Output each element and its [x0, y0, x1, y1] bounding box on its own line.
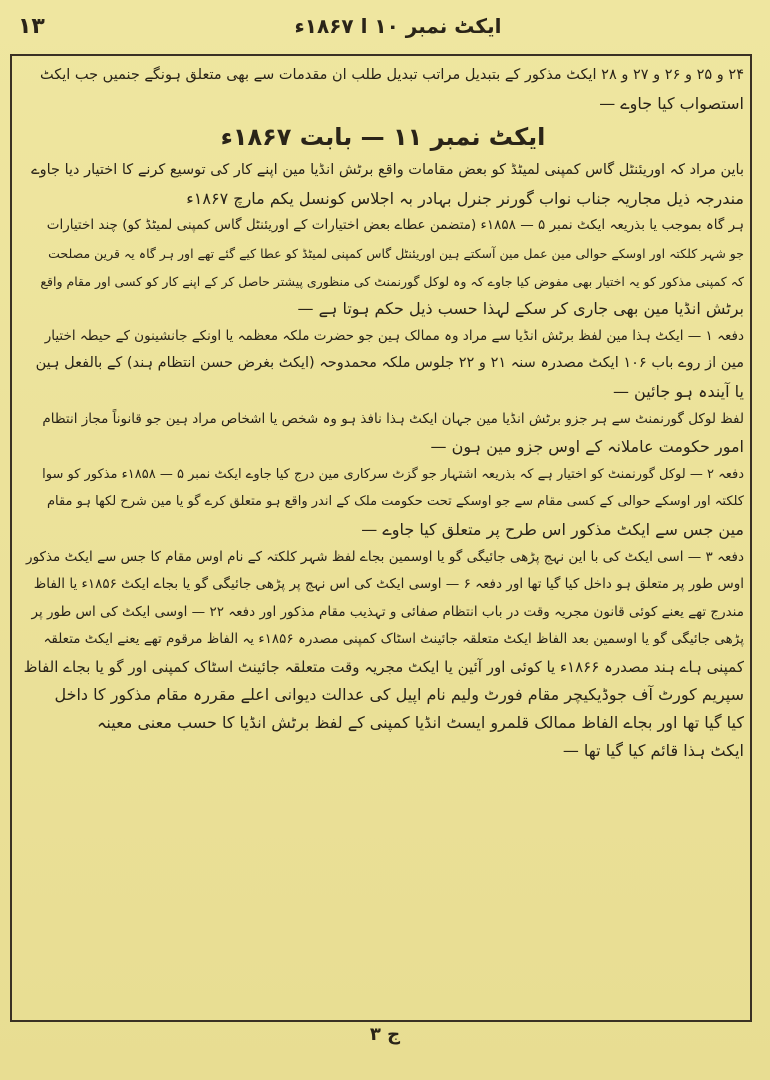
- text-line: مندرج تھے یعنے کوئی قانون مجریہ وقت در باب انتظام صفائی و تہذیب مقام مذکور اور دفعہ ۲۲ — اوسی ایکٹ کی اس طور پر: [31, 603, 744, 620]
- text-line: مین از روے باب ۱۰۶ ایکٹ مصدرہ سنہ ۲۱ و ۲۲ جلوس ملکہ محمدوحہ (ایکٹ بغرض حسن انتظام ہند) کے بالفعل ہین: [35, 355, 744, 372]
- text-line: ہر گاہ بموجب یا بذریعہ ایکٹ نمبر ۵ — ۱۸۵۸ء (متضمن عطاے بعض اختیارات کے اوریئنٹل گاس کمپنی لمیٹڈ کو) چند اختیارات: [46, 217, 744, 234]
- text-line: دفعہ ۳ — اسی ایکٹ کی با این نہج پڑھی جائیگی گو یا اوسمین بجاے لفظ شہر کلکتہ کے نام اوس مقام کا جس سے ایکٹ مذکور: [26, 548, 744, 565]
- text-line: امور حکومت عاملانہ کے اوس جزو مین ہون —: [430, 437, 744, 457]
- text-line: ایکٹ ہذا قائم کیا گیا تھا —: [562, 740, 744, 760]
- text-line: لفظ لوکل گورنمنٹ سے ہر جزو برٹش انڈیا مین جہان ایکٹ ہذا نافذ ہو وہ شخص یا اشخاص مراد ہین جو قانوناً مجاز انتظام: [42, 410, 744, 427]
- text-line: باین مراد کہ اوریئنٹل گاس کمپنی لمیٹڈ کو بعض مقامات واقع برٹش انڈیا مین اپنے کار کی توسیع کرنے کا اختیار دیا جاوے: [31, 162, 744, 179]
- text-line: برٹش انڈیا مین بھی جاری کر سکے لہذا حسب ذیل حکم ہوتا ہے —: [297, 299, 744, 319]
- text-line: استصواب کیا جاوے —: [599, 93, 744, 113]
- text-line: یا آیندہ ہو جائین —: [612, 381, 744, 401]
- text-line: کہ کمپنی مذکور کو یہ اختیار بھی مفوض کیا جاوے کہ وہ لوکل گورنمنٹ کی منظوری پیشتر حاصل کر کے اپنے کار کو کسی اور مقام واقع: [40, 273, 744, 289]
- printer-signature: ج ۳: [369, 1024, 401, 1045]
- text-line: ۲۴ و ۲۵ و ۲۶ و ۲۷ و ۲۸ ایکٹ مذکور کے بتبدیل مراتب تبدیل طلب ان مقدمات سے بھی متعلق ہونگے جنمیں جب ایکٹ: [39, 67, 744, 83]
- page-number: ۱۳: [18, 14, 45, 39]
- text-line: کمپنی ہاے ہند مصدرہ ۱۸۶۶ء یا کوئی اور آئین یا ایکٹ مجریہ وقت متعلقہ جائینٹ اسٹاک کمپنی اور گو یا بجاے الفاظ: [23, 657, 744, 676]
- running-head: ایکٹ نمبر ۱۰ ا ۱۸۶۷ء: [294, 14, 502, 38]
- text-line: جو شہر کلکتہ اور اوسکے حوالی مین عمل مین آسکتے ہین اوریئنٹل گاس کمپنی لمیٹڈ کو عطا کیے گئے تھے اور ہر گاہ یہ قرین مصلحت: [48, 245, 744, 261]
- text-line: پڑھی جائیگی گو یا اوسمین بعد الفاظ ایکٹ متعلقہ جائینٹ اسٹاک کمپنی مصدرہ ۱۸۵۶ء یہ الفاظ مرقوم تھے یعنے ایکٹ متعلقہ: [43, 631, 744, 648]
- text-line: سپریم کورٹ آف جوڈیکیچر مقام فورٹ ولیم نام اپیل کی عدالت دیوانی اعلے مقررہ مقام مذکور کا داخل: [54, 685, 744, 705]
- text-line: مین جس سے ایکٹ مذکور اس طرح پر متعلق کیا جاوے —: [361, 519, 744, 539]
- text-line: مندرجہ ذیل مجاریہ جناب نواب گورنر جنرل بہادر بہ اجلاس کونسل یکم مارچ ۱۸۶۷ء: [186, 188, 744, 208]
- text-line: دفعہ ۱ — ایکٹ ہذا مین لفظ برٹش انڈیا سے مراد وہ ممالک ہین جو حضرت ملکہ معظمہ یا اونکے جانشینون کے حیطہ اختیار: [44, 327, 744, 344]
- text-line: دفعہ ۲ — لوکل گورنمنٹ کو اختیار ہے کہ بذریعہ اشتہار جو گزٹ سرکاری مین درج کیا جاوے ایکٹ نمبر ۵ — ۱۸۵۸ء مذکور کو سوا: [42, 466, 744, 482]
- act-title: ایکٹ نمبر ۱۱ — بابت ۱۸۶۷ء: [220, 123, 546, 152]
- text-line: کیا گیا تھا اور بجاے الفاظ ممالک قلمرو ایسٹ انڈیا کمپنی کے لفظ برٹش انڈیا کا حسب معنی معینہ: [97, 713, 744, 733]
- body-text: [22, 62, 744, 764]
- text-line: کلکتہ اور اوسکے حوالی کے کسی مقام سے جو اوسکے تحت حکومت ملک کے اندر واقع ہو متعلق کرے گو یا مین شرح لکھا ہو مقام: [46, 494, 744, 510]
- page-header: [18, 10, 752, 46]
- text-line: اوس طور پر متعلق ہو داخل کیا گیا تھا اور دفعہ ۶ — اوسی ایکٹ کی اس نہج پر پڑھی جائیگی گو یا بجاے ایکٹ ۱۸۵۶ء یا الفاظ: [33, 576, 744, 593]
